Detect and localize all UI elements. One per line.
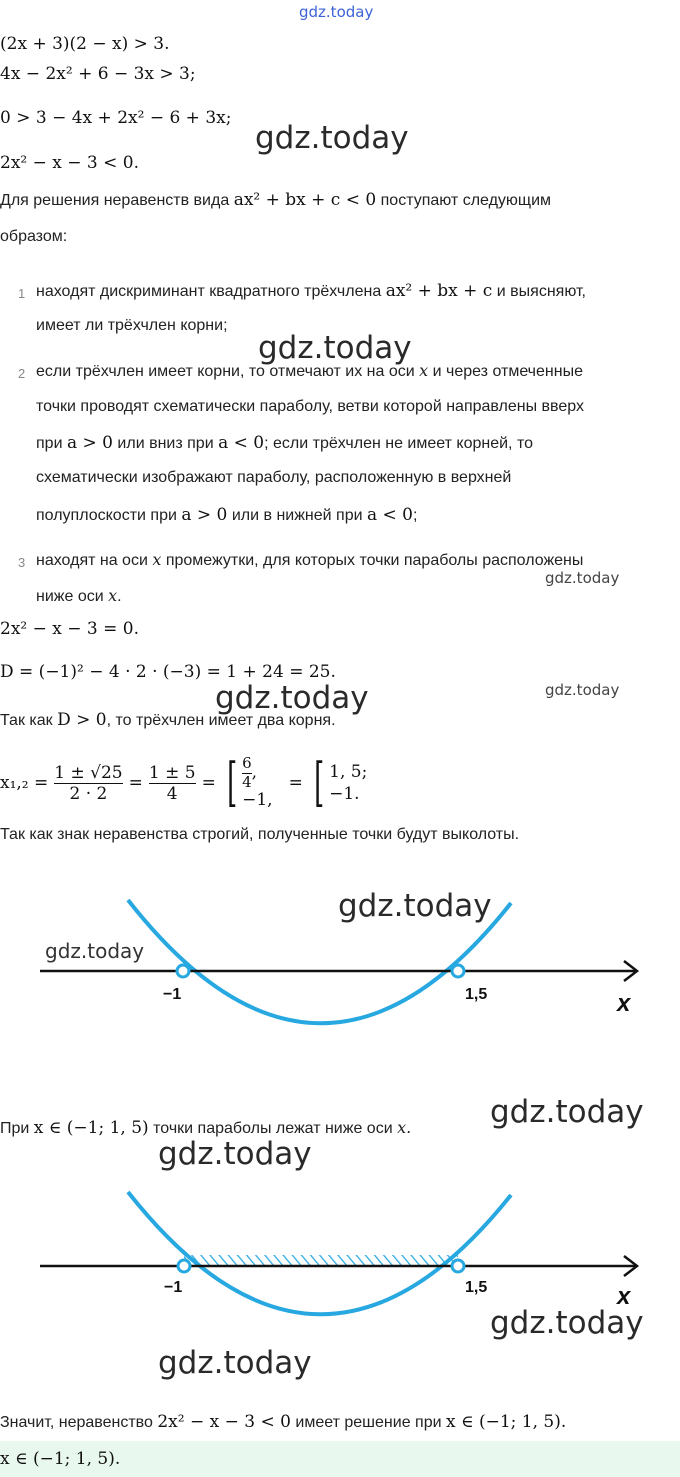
- answer-text: x ∈ (−1; 1, 5).: [0, 1449, 121, 1469]
- list-item-2-line-3: при a > 0 или вниз при a < 0; если трёхчлен не имеет корней, то: [36, 433, 533, 453]
- list-item-2-line-2: точки проводят схематически параболу, ветви которой направлены вверх: [36, 398, 584, 415]
- list-item-2-line-4: схематически изображают параболу, расположенную в верхней: [36, 469, 512, 486]
- point-left: [178, 1260, 190, 1272]
- step-line-2: 4x − 2x² + 6 − 3x > 3;: [0, 64, 196, 84]
- step-line-4: 2x² − x − 3 < 0.: [0, 153, 139, 173]
- step-line-3: 0 > 3 − 4x + 2x² − 6 + 3x;: [0, 108, 232, 128]
- list-item-1-line-2: имеет ли трёхчлен корни;: [36, 317, 228, 334]
- answer-box: [0, 1441, 680, 1477]
- tick-label-left: −1: [164, 1279, 183, 1296]
- watermark: gdz.today: [158, 1136, 312, 1172]
- fraction: $\frac{1 \pm 5}{4}$: [148, 762, 196, 804]
- watermark: gdz.today: [258, 330, 412, 366]
- list-number: 1: [18, 286, 26, 301]
- interval-statement: При x ∈ (−1; 1, 5) точки параболы лежат ниже оси x.: [0, 1118, 412, 1138]
- tick-label-left: −1: [163, 986, 182, 1003]
- list-item-2-line-1: если трёхчлен имеет корни, то отмечают их на оси x и через отмеченные: [36, 361, 583, 380]
- fraction: $\frac{1 \pm √25}{2 \cdot 2}$: [54, 762, 123, 804]
- list-number: 3: [18, 555, 26, 570]
- list-item-1-line-1: находят дискриминант квадратного трёхчлена ax² + bx + c и выясняют,: [36, 281, 586, 301]
- conclusion: Значит, неравенство 2x² − x − 3 < 0 имеет решение при x ∈ (−1; 1, 5).: [0, 1412, 567, 1432]
- axis-label-x: x: [617, 1283, 631, 1310]
- axis-label-x: x: [617, 990, 631, 1017]
- discriminant-positive-note: Так как D > 0, то трёхчлен имеет два корня.: [0, 710, 336, 730]
- parabola-curve: [128, 1192, 511, 1314]
- roots-set-2: [ 1, 5; −1.: [313, 753, 368, 813]
- parabola-graph-2: [0, 1180, 680, 1320]
- watermark-small: gdz.today: [545, 569, 620, 587]
- roots-formula: x₁,₂ = $\frac{1 \pm √25}{2 \cdot 2}$ = $\frac{1 \pm 5}{4}$ = [ $\frac{6}{4}$ , −1, = [ 1, 5; −1.: [0, 752, 368, 813]
- watermark: gdz.today: [490, 1094, 644, 1130]
- watermark: gdz.today: [158, 1345, 312, 1381]
- roots-set-1: [ $\frac{6}{4}$ , −1,: [226, 752, 273, 813]
- equation: 2x² − x − 3 = 0.: [0, 619, 139, 639]
- point-right: [452, 965, 464, 977]
- watermark: gdz.today: [215, 680, 369, 716]
- strict-note: Так как знак неравенства строгий, полученные точки будут выколоты.: [0, 826, 520, 843]
- list-item-2-line-5: полуплоскости при a > 0 или в нижней при a < 0;: [36, 505, 418, 525]
- watermark-top: gdz.today: [299, 3, 374, 21]
- solution-interval-hatch: [184, 1255, 458, 1266]
- list-item-3-line-1: находят на оси x промежутки, для которых точки параболы расположены: [36, 550, 584, 569]
- method-intro: Для решения неравенств вида ax² + bx + c < 0 поступают следующим: [0, 190, 552, 210]
- watermark-small: gdz.today: [545, 681, 620, 699]
- point-left: [177, 965, 189, 977]
- method-intro-cont: образом:: [0, 228, 68, 245]
- list-item-3-line-2: ниже оси x.: [36, 586, 122, 605]
- step-line-1: (2x + 3)(2 − x) > 3.: [0, 34, 170, 54]
- watermark: gdz.today: [255, 120, 409, 156]
- list-number: 2: [18, 366, 26, 381]
- watermark: gdz.today: [338, 888, 492, 924]
- watermark: gdz.today: [490, 1305, 644, 1341]
- tick-label-right: 1,5: [465, 986, 488, 1003]
- discriminant: D = (−1)² − 4 · 2 · (−3) = 1 + 24 = 25.: [0, 662, 336, 682]
- watermark: gdz.today: [45, 939, 145, 963]
- point-right: [452, 1260, 464, 1272]
- tick-label-right: 1,5: [465, 1279, 488, 1296]
